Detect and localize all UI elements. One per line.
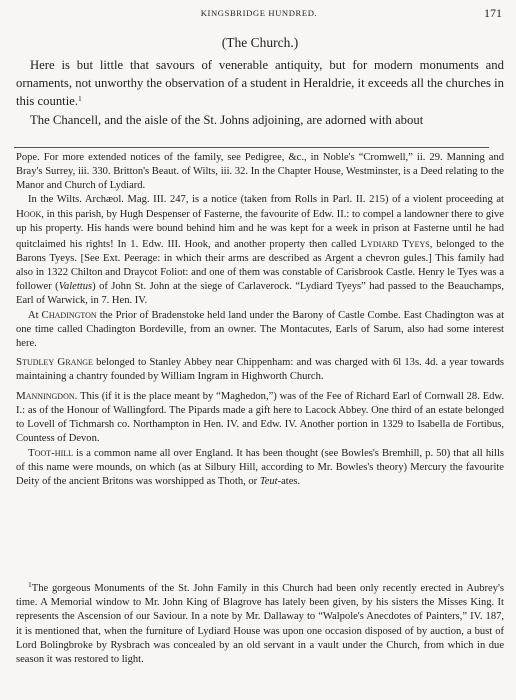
footnote-marker: 1 (28, 580, 32, 589)
italic-term: Valettus (58, 280, 93, 292)
place-name: Lydiard Tyeys (360, 237, 430, 250)
main-paragraph: The Chancell, and the aisle of the St. Johns adjoining, are adorned with about (30, 113, 424, 127)
footnote-text: The gorgeous Monuments of the St. John Family in this Church had been only recently erected in Aubrey's time. A Memorial window to Mr. John King of Blagrove has lately been given, by his sisters the Misses King. It represents the Ascension of our Saviour. In a note by Mr. Dallaway to “Walpole's Anecdotes of Painters,” IV. 187, it is mentioned that, when the furniture of Lydiard House was upon one occasion disposed of by auction, a bust of Lord Bolingbroke by Rysbrach was concealed by an old servant in a vault under the Church, from which in due season it was restored to light. (16, 583, 504, 666)
notes-divider (14, 147, 489, 148)
page-header (16, 6, 502, 20)
place-name: Hook (16, 208, 42, 221)
main-paragraph-text: Here is but little that savours of venerable antiquity, but for modern monuments and ornaments, not unworthy the observation of a student in Heraldrie, it exceeds all the churches in this countie. (16, 58, 504, 108)
main-text (16, 34, 504, 129)
place-name: Studley Grange (16, 356, 93, 369)
place-name: Chadington (41, 309, 97, 322)
note-text: ) of John St. John at the siege of Carlaverock. “Lydiard Tyeys” had passed to the Beauchamps, Earl of Warwick, in 7. Hen. IV. (16, 280, 504, 306)
note-text: -ates. (277, 476, 301, 488)
notes-section (16, 151, 504, 489)
note-text: is a common name all over England. It has been thought (see Bowles's Bremhill, p. 50) that all hills of this name were mounds, on which (as at Silbury Hill, according to Mr. Bowles's theory) Mercury the favourite Deity of the ancient Britons was worshipped as Thoth, or (16, 447, 504, 488)
main-paragraph (16, 56, 504, 110)
note-paragraph (16, 389, 504, 446)
running-title: KINGSBRIDGE HUNDRED. (200, 8, 318, 18)
footnote-paragraph (16, 582, 504, 667)
footnote-reference: 1 (78, 94, 82, 103)
note-paragraph (16, 308, 504, 351)
page-number: 171 (484, 6, 502, 20)
note-text: the Prior of Bradenstoke held land under the Barony of Castle Combe. East Chadington was at one time called Chadington Bordeville, from an owner. The Montacutes, Earls of Sarum, also had some interest here. (16, 310, 504, 350)
place-name: Manningdon. (16, 389, 78, 402)
section-title: (The Church.) (221, 35, 299, 50)
note-text: This (if it is the place meant by “Maghedon,”) was of the Fee of Richard Earl of Cornwall 28. Edw. I.: as of the Honour of Wallingford. The Pipards made a gift here to Lacock Abbey. One third of an estate belonged to Lovell of Tichmarsh co. Northampton in Hen. IV. and Edw. IV. Another portion in 1329 to Isabella de Fortibus, Countess of Devon. (16, 390, 504, 444)
place-name: Toot-hill (28, 446, 74, 459)
note-text: , in this parish, by Hugh Despenser of Fasterne, the favourite of Edw. II.: to compel a landowner there to give up his property. His hands were bound behind him and he was kept for a week in prison at Fasterne until he had quitclaimed his rights! In 1. Edw. III. Hook, and another property then called (16, 209, 504, 250)
note-paragraph (16, 446, 504, 489)
note-text: , belonged to the Barons Tyeys. [See Ext. Peerage: in which their arms are described as Argent a chevron gules.] This family had also in 1322 Chilton and Draycot Foliot: and one of them was constable of Carisbrook Castle. Henry le Tyes was a follower ( (16, 238, 504, 292)
note-text: belonged to Stanley Abbey near Chippenham: and was charged with 6l 13s. 4d. a year towards maintaining a chantry founded by William Ingram in Highworth Church. (16, 357, 504, 383)
footnote (16, 582, 504, 667)
note-paragraph (16, 193, 504, 308)
note-paragraph: Pope. For more extended notices of the family, see Pedigree, &c., in Noble's “Cromwell,” ii. 29. Manning and Bray's Surrey, iii. 330. Britton's Beaut. of Wilts, iii. 32. In the Chapter House, Westminster, is a Deed relating to the Manor and Church of Lydiard. (16, 152, 504, 192)
note-text: At (28, 310, 42, 322)
italic-term: Teut (259, 476, 278, 488)
note-text: In the Wilts. Archæol. Mag. III. 247, is a notice (taken from Rolls in Parl. II. 215) of a violent proceeding at (28, 194, 504, 206)
note-paragraph (16, 355, 504, 384)
